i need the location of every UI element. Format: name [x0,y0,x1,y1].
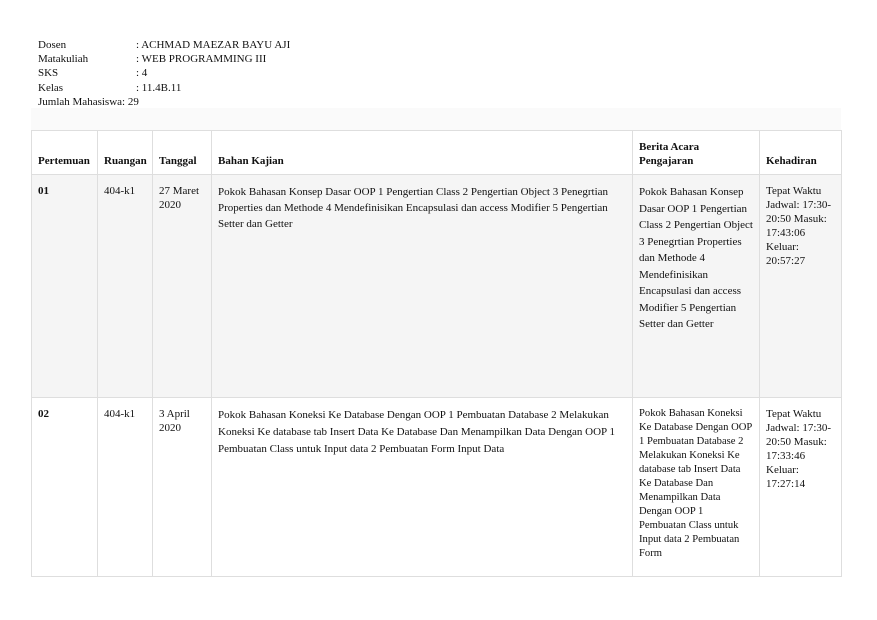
cell-tanggal: 3 April 2020 [153,398,212,577]
matakuliah-row [38,52,290,66]
col-header-tanggal: Tanggal [153,131,212,175]
dosen-label: Dosen [38,39,67,51]
sks-value: : 4 [136,67,148,80]
col-header-kehadiran: Kehadiran [760,131,842,175]
cell-berita-acara: Pokok Bahasan Koneksi Ke Database Dengan OOP 1 Pembuatan Database 2 Melakukan Koneksi Ke database tab Insert Data Ke Database Dan Menampilkan Data Dengan OOP 1 Pembuatan Class untuk Input data 2 Pembuatan Form [633,398,760,577]
cell-ruangan: 404-k1 [98,175,153,398]
cell-tanggal: 27 Maret 2020 [153,175,212,398]
cell-bahan-kajian: Pokok Bahasan Koneksi Ke Database Dengan OOP 1 Pembuatan Database 2 Melakukan Koneksi Ke database tab Insert Data Ke Database Dan Menampilkan Data Dengan OOP 1 Pembuatan Class untuk Input data 2 Pembuatan Form Input Data [212,398,633,577]
cell-kehadiran: Tepat Waktu Jadwal: 17:30-20:50 Masuk: 17:33:46 Keluar: 17:27:14 [760,398,842,577]
cell-berita-acara: Pokok Bahasan Konsep Dasar OOP 1 Pengertian Class 2 Pengertian Object 3 Penegrtian Properties dan Methode 4 Mendefinisikan Encapsulasi dan access Modifier 5 Pengertian Setter dan Getter [633,175,760,398]
kelas-value: : 11.4B.11 [136,81,182,94]
jumlah-mahasiswa-row [38,95,290,109]
col-header-berita-acara: Berita Acara Pengajaran [633,131,760,175]
course-info [38,38,290,109]
table-row [32,175,842,398]
kelas-row [38,81,290,95]
sks-row [38,66,290,80]
attendance-table [31,130,842,577]
cell-kehadiran: Tepat Waktu Jadwal: 17:30-20:50 Masuk: 17:43:06 Keluar: 20:57:27 [760,175,842,398]
sks-label: SKS [38,67,59,80]
cell-ruangan: 404-k1 [98,398,153,577]
matakuliah-value: : WEB PROGRAMMING III [136,53,267,66]
cell-pertemuan: 01 [32,175,98,398]
col-header-ruangan: Ruangan [98,131,153,175]
table-top-band [31,108,841,130]
col-header-bahan-kajian: Bahan Kajian [212,131,633,175]
table-row [32,398,842,577]
col-header-pertemuan: Pertemuan [32,131,98,175]
jumlah-mahasiswa-label: Jumlah Mahasiswa [38,95,123,108]
cell-bahan-kajian: Pokok Bahasan Konsep Dasar OOP 1 Pengertian Class 2 Pengertian Object 3 Penegrtian Properties dan Methode 4 Mendefinisikan Encapsulasi dan access Modifier 5 Pengertian Setter dan Getter [212,175,633,398]
dosen-row [38,38,290,52]
table-header-row [32,131,842,175]
matakuliah-label: Matakuliah [38,53,89,66]
jumlah-mahasiswa-value: : 29 [122,95,139,108]
dosen-value: : ACHMAD MAEZAR BAYU AJI [136,39,291,51]
cell-pertemuan: 02 [32,398,98,577]
kelas-label: Kelas [38,81,64,94]
